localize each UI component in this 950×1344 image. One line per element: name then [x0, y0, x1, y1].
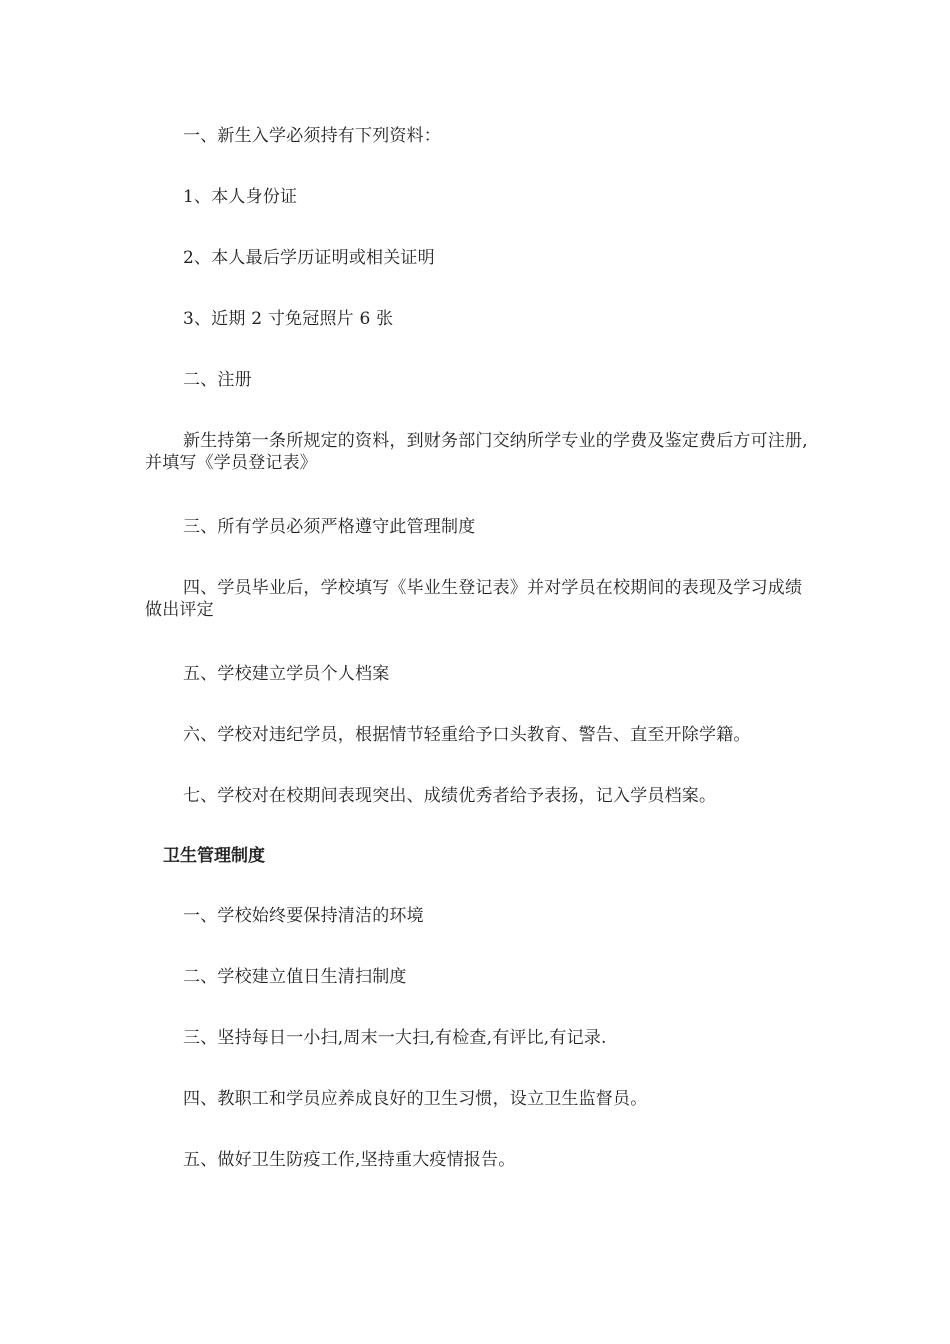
- paragraph: 一、新生入学必须持有下列资料：: [183, 126, 441, 146]
- paragraph: 三、所有学员必须严格遵守此管理制度: [183, 517, 476, 537]
- paragraph: 三、坚持每日一小扫,周末一大扫,有检查,有评比,有记录.: [183, 1028, 607, 1048]
- paragraph: 二、注册: [183, 370, 252, 390]
- paragraph: 五、学校建立学员个人档案: [183, 664, 390, 684]
- paragraph: 四、教职工和学员应养成良好的卫生习惯，设立卫生监督员。: [183, 1089, 648, 1109]
- paragraph: 3、近期 2 寸免冠照片 6 张: [183, 309, 394, 329]
- paragraph: 1、本人身份证: [183, 187, 298, 207]
- paragraph: 新生持第一条所规定的资料，到财务部门交纳所学专业的学费及鉴定费后方可注册,并填写《学员登记表》: [145, 431, 808, 473]
- section-heading: 卫生管理制度: [163, 846, 265, 866]
- paragraph: 六、学校对违纪学员，根据情节轻重给予口头教育、警告、直至开除学籍。: [183, 725, 751, 745]
- paragraph: 七、学校对在校期间表现突出、成绩优秀者给予表扬，记入学员档案。: [183, 786, 717, 806]
- paragraph: 一、学校始终要保持清洁的环境: [183, 906, 424, 926]
- paragraph: 五、做好卫生防疫工作,坚持重大疫情报告。: [183, 1150, 516, 1170]
- paragraph: 2、本人最后学历证明或相关证明: [183, 248, 435, 268]
- paragraph: 四、学员毕业后，学校填写《毕业生登记表》并对学员在校期间的表现及学习成绩做出评定: [145, 578, 803, 620]
- paragraph: 二、学校建立值日生清扫制度: [183, 967, 407, 987]
